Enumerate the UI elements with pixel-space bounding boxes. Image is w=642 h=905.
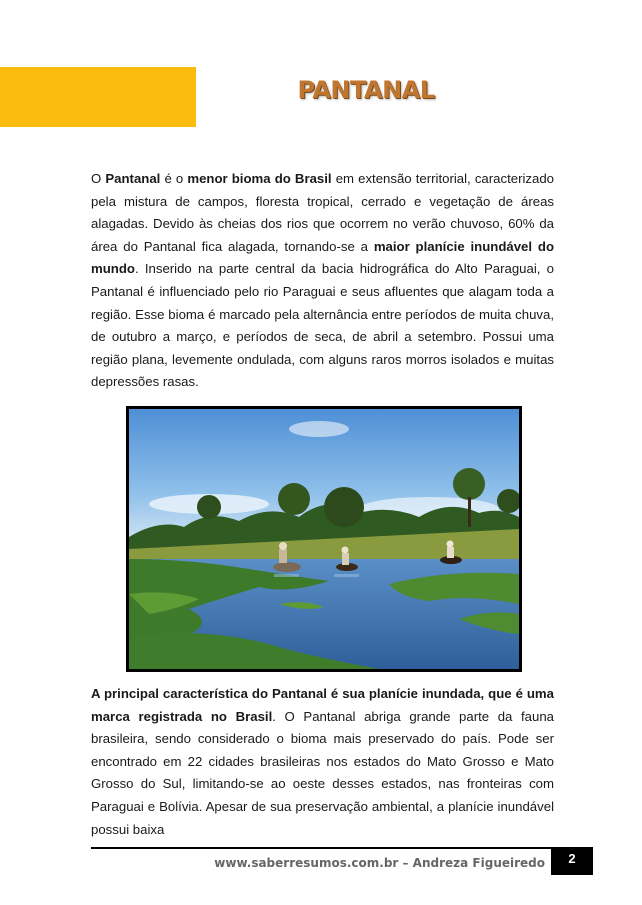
- paragraph-characteristics: [91, 683, 554, 841]
- header-accent-bar: [0, 67, 196, 127]
- text-run: em extensão territorial, caracterizado pela mistura de campos, floresta tropical, cerrado e vegetação de áreas alagadas. Devido às cheias dos rios que ocorrem no verão chuvoso, 60% da área do Pantanal fica alagada, tornando-se a: [91, 171, 554, 254]
- text-run: O: [91, 171, 106, 186]
- paragraph-intro: [91, 168, 554, 394]
- page-title: PANTANAL: [297, 76, 435, 104]
- footer-divider: [91, 847, 551, 849]
- bold-run: Pantanal: [105, 171, 161, 186]
- page-number: 2: [551, 847, 593, 875]
- text-run: é o: [160, 171, 188, 186]
- bold-run: maior planície inundável do mundo: [91, 238, 554, 277]
- pantanal-landscape-photo: [129, 409, 519, 669]
- bold-run: menor bioma do Brasil: [187, 171, 332, 186]
- pantanal-photo: [126, 406, 522, 672]
- text-run: . O Pantanal abriga grande parte da fauna brasileira, sendo considerado o bioma mais preservado do país. Pode ser encontrado em 22 cidades brasileiras nos estados do Mato Grosso e Mato Grosso do Sul, limitando-se ao oeste desses estados, nas fronteiras com Paraguai e Bolívia. Apesar de sua preservação ambiental, a planície inundável possui baixa: [91, 708, 554, 837]
- footer-credit: www.saberresumos.com.br – Andreza Figueiredo: [214, 856, 545, 870]
- bold-run: A principal característica do Pantanal é sua planície inundada, que é uma marca registrada no Brasil: [91, 686, 554, 724]
- text-run: . Inserido na parte central da bacia hidrográfica do Alto Paraguai, o Pantanal é influenciado pelo rio Paraguai e seus afluentes que alagam toda a região. Esse bioma é marcado pela alternância entre períodos de muita chuva, de outubro a março, e períodos de seca, de abril a setembro. Possui uma região plana, levemente ondulada, com alguns raros morros isolados e muitas depressões rasas.: [91, 261, 554, 390]
